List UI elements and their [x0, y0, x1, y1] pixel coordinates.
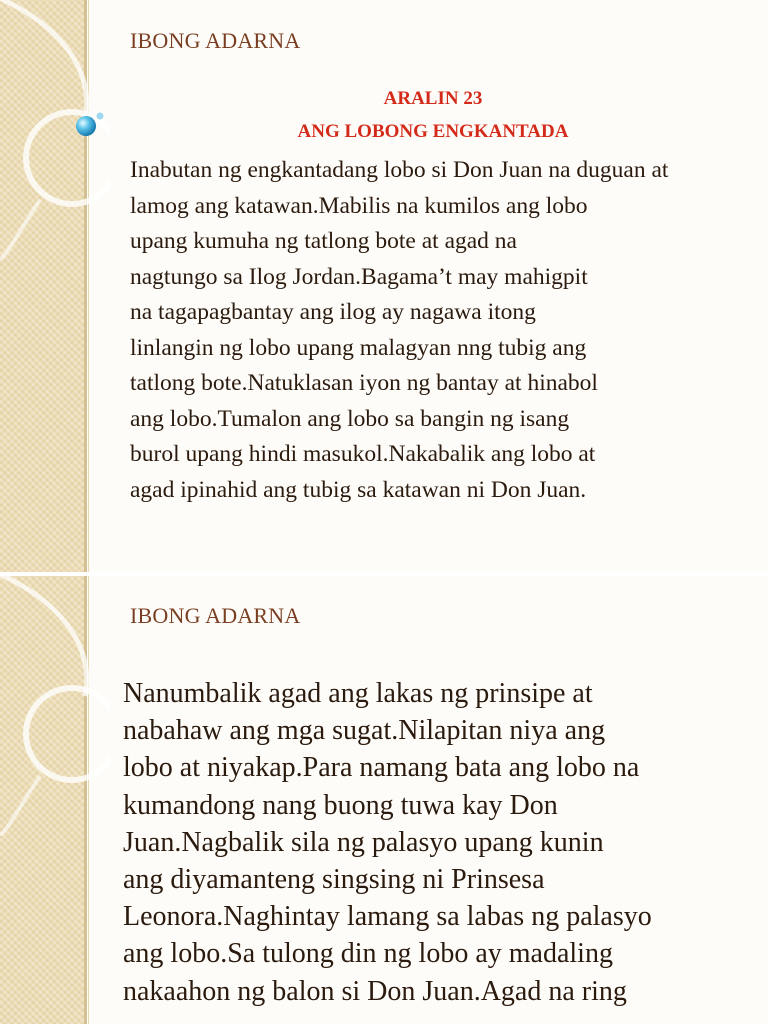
lesson-number: ARALIN 23	[383, 88, 483, 109]
slide-title: IBONG ADARNA	[130, 603, 301, 628]
blue-bead-icon	[76, 116, 96, 136]
swirl-ornament	[0, 576, 110, 836]
swirl-ornament	[0, 0, 110, 260]
slide-title: IBONG ADARNA	[130, 28, 301, 53]
slide-body-text: Nanumbalik agad ang lakas ng prinsipe at nabahaw ang mga sugat.Nilapitan niya ang lobo at niyakap.Para namang bata ang lobo na kumandong nang buong tuwa kay Don Juan.Nagbalik sila ng palasyo upang kunin ang diyamanteng singsing ni Prinsesa Leonora.Naghintay lamang sa labas ng palasyo ang lobo.Sa tulong din ng lobo ay madaling nakaahon ng balon si Don Juan.Agad na ring	[123, 678, 652, 1007]
lesson-subtitle: ANG LOBONG ENGKANTADA	[297, 121, 569, 142]
slide-body-text: Inabutan ng engkantadang lobo si Don Juan na duguan at lamog ang katawan.Mabilis na kumilos ang lobo upang kumuha ng tatlong bote at agad na nagtungo sa Ilog Jordan.Bagama’t may mahigpit na tagapagbantay ang ilog ay nagawa itong linlangin ng lobo upang malagyan nng tubig ang tatlong bote.Natuklasan iyon ng bantay at hinabol ang lobo.Tumalon ang lobo sa bangin ng isang burol upang hindi masukol.Nakabalik ang lobo at agad ipinahid ang tubig sa katawan ni Don Juan.	[130, 157, 669, 503]
